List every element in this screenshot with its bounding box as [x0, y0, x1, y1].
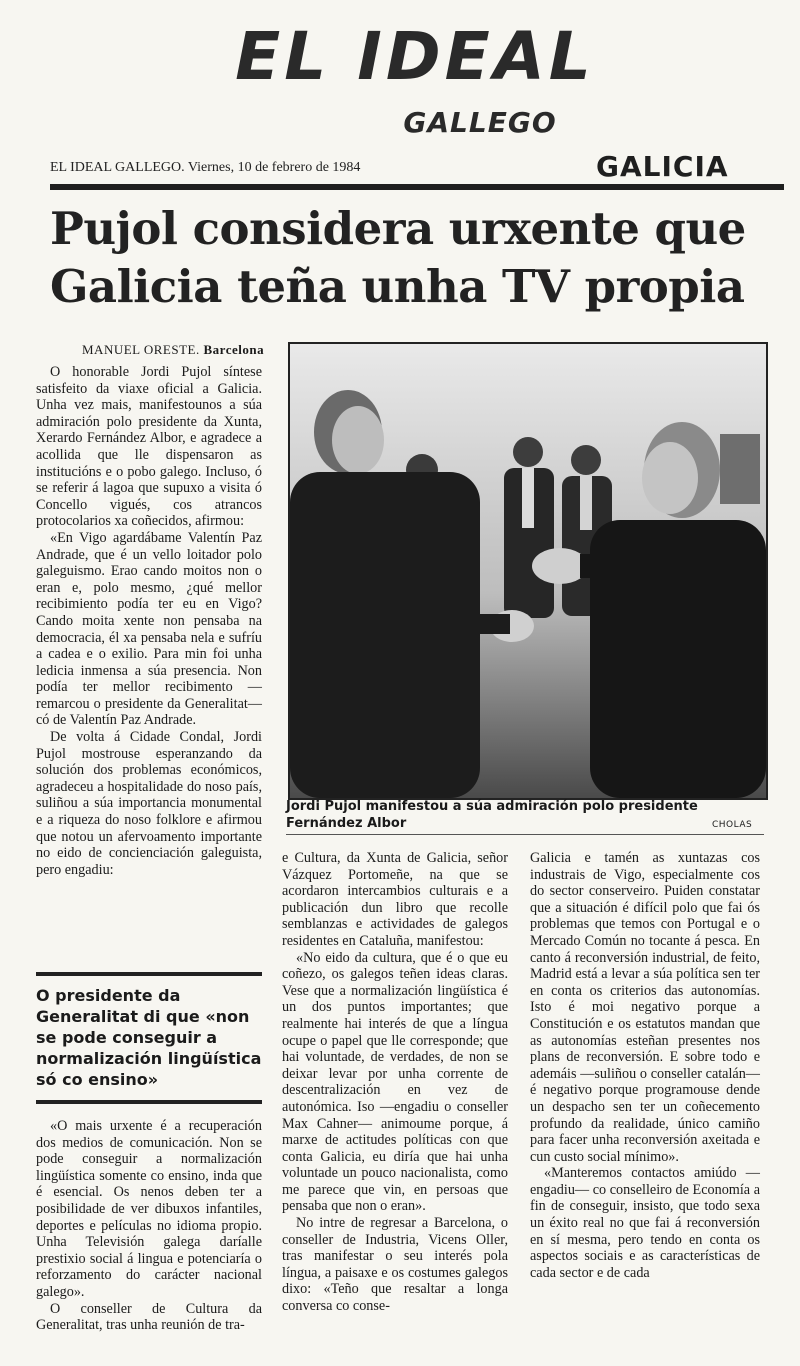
news-photo — [288, 342, 768, 800]
photo-caption: Jordi Pujol manifestou a súa admiración polo presidente Fernández Albor — [286, 799, 698, 831]
paragraph: «No eido da cultura, que é o que eu coñezo, os galegos teñen ideas claras. Vese que a normalización lingüística é un dos puntos importantes; que realmente hai interés de que a língua ocupe o papel que lle corresponde; que hai voluntade, de verdades, de non se deixar levar por unha corrente de descentralización en vez de autonómica. Iso —engadiu o conseller Max Cahner— animoume porque, á marxe de actitudes políticas con que conta Galicia, eu diría que hai unha voluntade un pouco nacionalista, como me parece que vin, en persoas que pensaba que non o eran». — [282, 949, 508, 1215]
column-3 — [530, 850, 760, 1281]
paragraph: e Cultura, da Xunta de Galicia, señor Vázquez Portomeñe, na que se acordaron intercambios culturais e a publicación dun libro que recolle semblanzas e actividades de galegos residentes en Cataluña, manifestou: — [282, 850, 508, 949]
column-1-top — [36, 364, 262, 878]
byline — [82, 342, 264, 358]
byline-place: Barcelona — [203, 342, 265, 357]
dateline: EL IDEAL GALLEGO. Viernes, 10 de febrero de 1984 — [50, 160, 361, 175]
subheadline: O presidente da Generalitat di que «non se pode conseguir a normalización lingüística só co ensino» — [36, 986, 262, 1089]
photo-credit: CHOLAS — [712, 820, 753, 830]
column-2 — [282, 850, 508, 1315]
paragraph: Galicia e tamén as xuntazas cos industrais de Vigo, especialmente cos do sector conserveiro. Puiden constatar que a situación é difícil polo que fai ós problemas que temos con Portugal e o Mercado Común no tocante á pesca. En canto á reconversión industrial, de feito, Madrid está a levar a súa política sen ter en conta os criterios das autonomías. Isto é moi negativo porque a Constitución e os estatutos mandan que as autonomías esteñan presentes nos plans de reconversión. E sobre todo e ademáis —suliñou o conseller catalán— é negativo porque programouse dende un despacho sen ter un coñecemento profundo da realidade, único camiño para facer unha reconversión axeitada e cun custo social mínimo». — [530, 850, 760, 1165]
column-1-bottom — [36, 1118, 262, 1334]
paragraph: De volta á Cidade Condal, Jordi Pujol mostrouse esperanzando da solución dos problemas económicos, agradeceu a hospitalidade do noso país, suliñou a súa importancia monumental e a riqueza do noso folklore e afirmou que notou un afervoamento importante no eido de concienciación galeguista, pero engadiu: — [36, 729, 262, 878]
paragraph: No intre de regresar a Barcelona, o conseller de Industria, Vicens Oller, tras manifestar o seu interés pola língua, a paisaxe e os costumes galegos dixo: «Teño que resaltar a longa conversa co conse- — [282, 1215, 508, 1315]
header-rule — [50, 184, 784, 190]
masthead-subtitle: GALLEGO — [403, 106, 557, 139]
byline-author: MANUEL ORESTE. — [82, 342, 200, 357]
paragraph: «En Vigo agardábame Valentín Paz Andrade, que é un vello loitador polo galeguismo. Erao cando moitos non o eran e, polo mesmo, ¿qué mellor recibimiento podía ter eu en Vigo? Cando moita xente non pensaba na democracia, él xa pensaba nela e sufríu a cadea e o exilio. Para min foi unha ledicia inmensa a súa presencia. Non podía ter mellor recibimento —remarcou o presidente da Generalitat— có de Valentín Paz Andrade. — [36, 529, 262, 729]
paragraph: O honorable Jordi Pujol síntese satisfeito da viaxe oficial a Galicia. Unha vez mais, manifestounos a súa admiración polo presidente da Xunta, Xerardo Fernández Albor, e agradece a acollida que lle dispensaron as institucións e o pobo galego. Incluso, ó se referir á lagoa que supuxo a visita ó Concello vigués, cos atrancos protocolarios xa coñecidos, afirmou: — [36, 364, 262, 530]
photo-illustration — [290, 344, 766, 798]
masthead-name: EL IDEAL — [235, 18, 595, 95]
subhead-rule-bottom — [36, 1100, 262, 1104]
paragraph: «O mais urxente é a recuperación dos medios de comunicación. Non se pode conseguir a normalización lingüística somente co ensino, inda que é esencial. Os nenos deben ter a posibilidade de ver dibuxos infantiles, deportes e películas no idioma propio. Unha Televisión galega daríalle prestixio social á lingua e potenciaría o reforzamento do carácter nacional galego». — [36, 1118, 262, 1300]
section-label: GALICIA — [596, 150, 729, 183]
headline: Pujol considera urxente que Galicia teña unha TV propia — [50, 202, 746, 313]
paragraph: «Manteremos contactos amiúdo —engadiu— co conselleiro de Economía a fin de conseguir, insisto, que todo sexa un éxito real no que fai á reconversión en sí mesma, pero tendo en conta os aspectos sociais e as características de cada sector e de cada — [530, 1165, 760, 1281]
subhead-rule-top — [36, 972, 262, 976]
caption-rule — [286, 834, 764, 835]
paragraph: O conseller de Cultura da Generalitat, tras unha reunión de tra- — [36, 1300, 262, 1334]
